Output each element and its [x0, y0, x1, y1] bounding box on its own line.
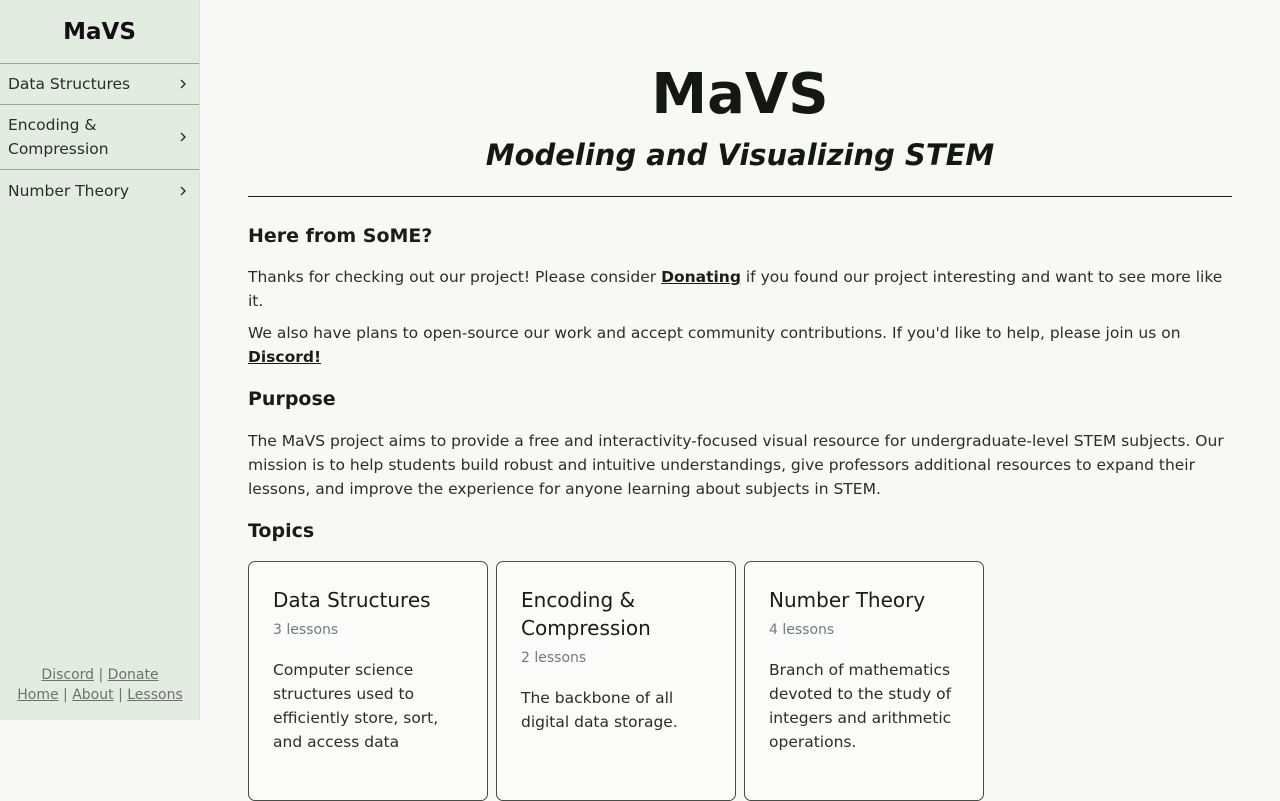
sidebar-item-label: Number Theory: [8, 181, 130, 200]
footer-donate-link[interactable]: Donate: [107, 667, 159, 683]
sidebar-item-data-structures[interactable]: [0, 64, 199, 105]
topic-card-number-theory[interactable]: [744, 561, 984, 801]
chevron-right-icon: [177, 131, 189, 143]
sidebar-item-encoding-compression[interactable]: [0, 105, 199, 170]
card-lesson-count: 2 lessons: [521, 650, 587, 666]
text-segment: Thanks for checking out our project! Please consider: [248, 268, 662, 286]
donating-link[interactable]: Donating: [661, 268, 741, 286]
footer-about-link[interactable]: About: [72, 687, 114, 703]
sidebar: [0, 0, 200, 720]
footer-separator: |: [63, 687, 68, 703]
card-title: Encoding & Compression: [521, 588, 651, 640]
some-paragraph-discord: [248, 321, 1232, 369]
sidebar-brand[interactable]: MaVS: [0, 0, 199, 64]
sidebar-item-label: Data Structures: [8, 75, 131, 93]
footer-separator: |: [118, 687, 123, 703]
footer-home-link[interactable]: Home: [17, 687, 59, 703]
purpose-heading: Purpose: [248, 388, 336, 410]
card-description: Branch of mathematics devoted to the study of integers and arithmetic operations.: [769, 661, 952, 751]
topic-card-data-structures[interactable]: [248, 561, 488, 801]
card-lesson-count: 4 lessons: [769, 622, 835, 638]
text-segment: if you found our project interesting and want to see more like it.: [248, 268, 1223, 310]
footer-separator: |: [98, 667, 104, 683]
card-lesson-count: 3 lessons: [273, 622, 339, 638]
topic-card-encoding-compression[interactable]: [496, 561, 736, 801]
card-description: Computer science structures used to efficiently store, sort, and access data: [273, 661, 439, 751]
purpose-paragraph: The MaVS project aims to provide a free and interactivity-focused visual resource for undergraduate-level STEM subjects. Our mission is to help students build robust and intuitive understandings, give professors additional resources to expand their lessons, and improve the experience for anyone learning about subjects in STEM.: [248, 432, 1224, 498]
main-content: [248, 0, 1232, 801]
chevron-right-icon: [177, 78, 189, 90]
some-heading: Here from SoME?: [248, 225, 433, 247]
footer-discord-link[interactable]: Discord: [41, 667, 95, 683]
some-paragraph-donate: [248, 265, 1232, 313]
sidebar-footer: [0, 665, 200, 705]
text-segment: We also have plans to open-source our work and accept community contributions. If you'd like to help, please join us on: [248, 324, 1181, 342]
card-title: Number Theory: [769, 588, 926, 612]
page-subtitle: Modeling and Visualizing STEM: [485, 138, 995, 172]
discord-link[interactable]: Discord!: [248, 348, 322, 366]
topic-cards: [248, 561, 1232, 801]
topics-heading: Topics: [248, 520, 315, 542]
card-title: Data Structures: [273, 588, 431, 612]
page-title: MaVS: [651, 62, 829, 127]
sidebar-item-label: Encoding & Compression: [8, 116, 109, 158]
card-description: The backbone of all digital data storage.: [521, 689, 678, 731]
sidebar-item-number-theory[interactable]: [0, 170, 199, 211]
chevron-right-icon: [177, 185, 189, 197]
footer-lessons-link[interactable]: Lessons: [127, 687, 183, 703]
divider: [248, 196, 1232, 197]
